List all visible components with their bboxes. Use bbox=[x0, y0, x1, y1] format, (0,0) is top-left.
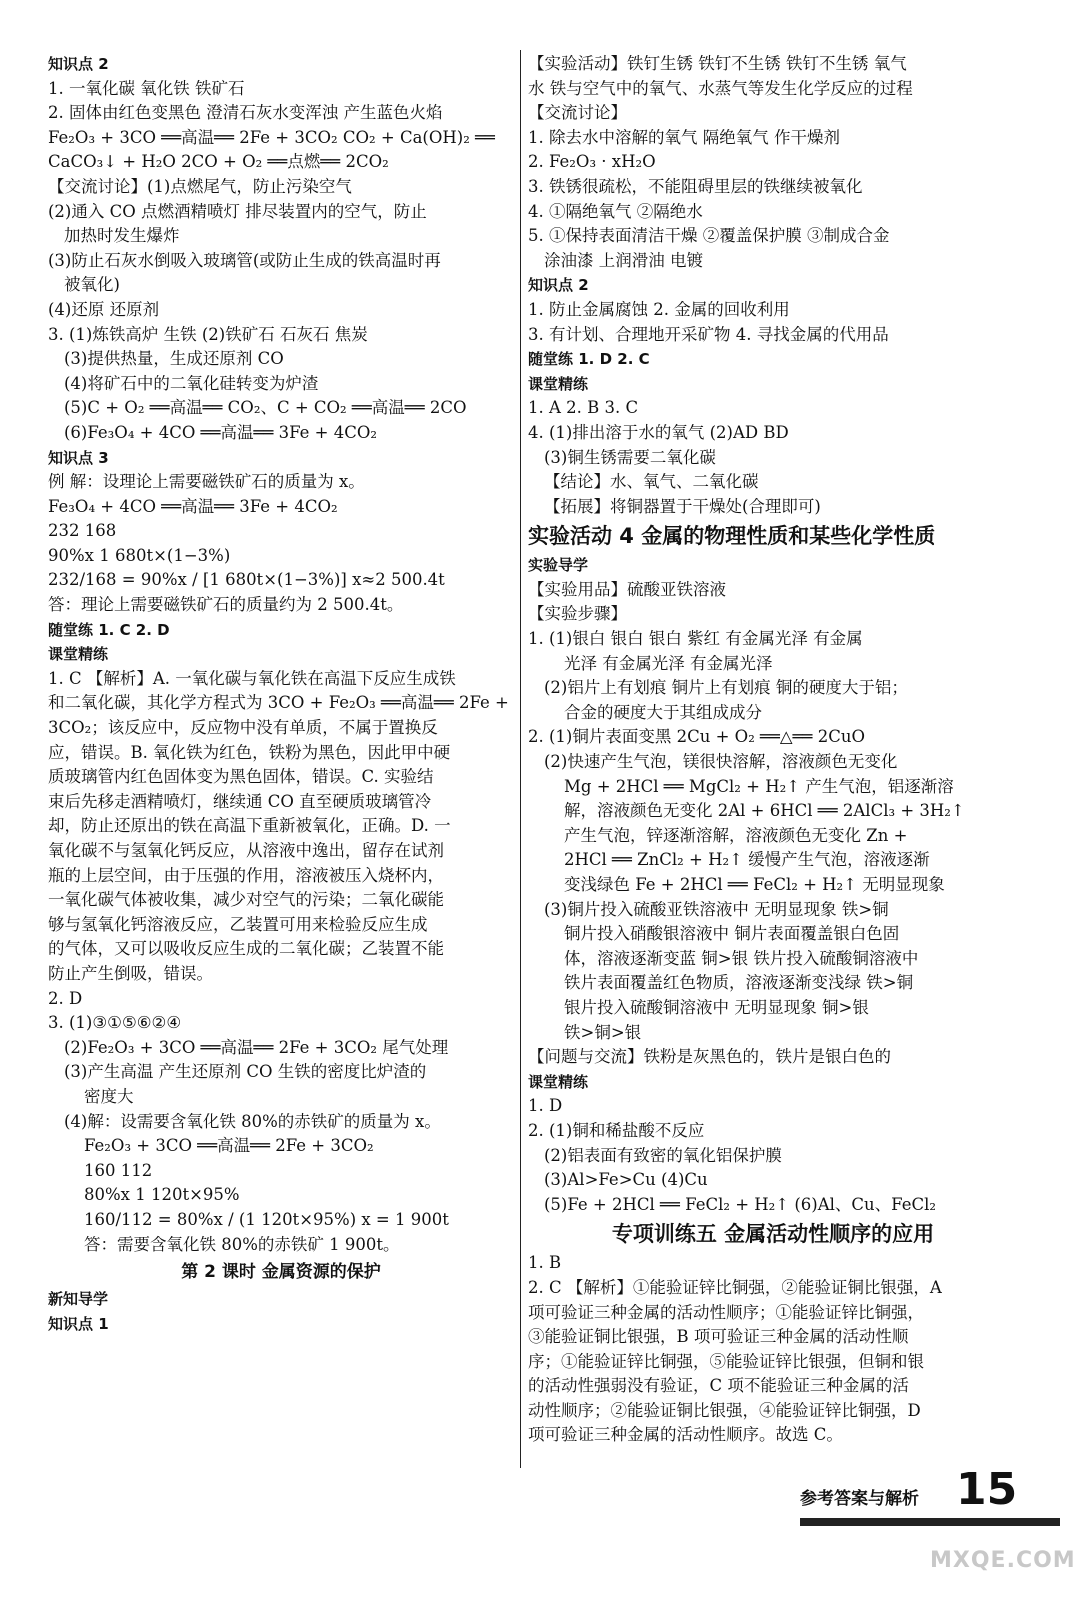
text-line: (4)还原 还原剂 bbox=[48, 299, 160, 319]
text-line: (2)快速产生气泡，镁很快溶解，溶液颜色无变化 bbox=[544, 752, 898, 772]
text-line: 被氧化) bbox=[64, 275, 120, 295]
text-line: Mg + 2HCl ══ MgCl₂ + H₂↑ 产生气泡，铝逐渐溶 bbox=[564, 776, 954, 796]
text-line: 【交流讨论】 bbox=[528, 103, 627, 123]
text-line: 1. 一氧化碳 氧化铁 铁矿石 bbox=[48, 78, 245, 98]
text-line: (3)防止石灰水倒吸入玻璃管(或防止生成的铁高温时再 bbox=[48, 250, 441, 270]
text-line: 答：理论上需要磁铁矿石的质量约为 2 500.4t。 bbox=[48, 595, 404, 615]
text-line: (4)将矿石中的二氧化硅转变为炉渣 bbox=[64, 373, 319, 393]
left-column bbox=[48, 52, 514, 1336]
text-line: 知识点 2 bbox=[48, 55, 109, 73]
text-line: 2. C 【解析】①能验证锌比铜强，②能验证铜比银强，A bbox=[528, 1277, 942, 1297]
text-line: 项可验证三种金属的活动性顺序；①能验证锌比铜强， bbox=[528, 1302, 924, 1322]
text-line: 【交流讨论】(1)点燃尾气，防止污染空气 bbox=[48, 176, 352, 196]
text-line: (5)Fe + 2HCl ══ FeCl₂ + H₂↑ (6)Al、Cu、FeCl₂ bbox=[544, 1194, 937, 1214]
right-answer-lines-3 bbox=[528, 1251, 1018, 1448]
text-line: 3CO₂；该反应中，反应物中没有单质，不属于置换反 bbox=[48, 718, 438, 738]
column-divider bbox=[520, 50, 521, 1468]
text-line: 变浅绿色 Fe + 2HCl ══ FeCl₂ + H₂↑ 无明显现象 bbox=[564, 875, 945, 894]
text-line: 却，防止还原出的铁在高温下重新被氧化，正确。D. 一 bbox=[48, 816, 451, 836]
text-line: 90%x 1 680t×(1−3%) bbox=[48, 545, 231, 565]
text-line: (3)Al>Fe>Cu (4)Cu bbox=[544, 1170, 708, 1190]
text-line: 1. C 【解析】A. 一氧化碳与氧化铁在高温下反应生成铁 bbox=[48, 668, 456, 688]
text-line: 1. A 2. B 3. C bbox=[528, 398, 639, 418]
text-line: Fe₂O₃ + 3CO ══高温══ 2Fe + 3CO₂ bbox=[84, 1136, 374, 1156]
text-line: 一氧化碳气体被收集，减少对空气的污染；二氧化碳能 bbox=[48, 890, 444, 910]
text-line: 3. 铁锈很疏松，不能阻碍里层的铁继续被氧化 bbox=[528, 176, 863, 196]
text-line: 束后先移走酒精喷灯，继续通 CO 直至硬质玻璃管冷 bbox=[48, 791, 432, 811]
text-line: (3)铜生锈需要二氧化碳 bbox=[544, 447, 716, 467]
text-line: 5. ①保持表面清洁干燥 ②覆盖保护膜 ③制成合金 bbox=[528, 226, 890, 246]
text-line: 2. Fe₂O₃ · xH₂O bbox=[528, 152, 656, 172]
text-line: 3. (1)炼铁高炉 生铁 (2)铁矿石 石灰石 焦炭 bbox=[48, 324, 368, 344]
text-line: (2)Fe₂O₃ + 3CO ══高温══ 2Fe + 3CO₂ 尾气处理 bbox=[64, 1037, 449, 1057]
text-line: 2HCl ══ ZnCl₂ + H₂↑ 缓慢产生气泡，溶液逐渐 bbox=[564, 850, 930, 870]
section-heading-training: 专项训练五 金属活动性顺序的应用 bbox=[611, 1222, 935, 1247]
text-line: 知识点 2 bbox=[528, 276, 589, 295]
text-line: 232/168 = 90%x / [1 680t×(1−3%)] x≈2 500.4t bbox=[48, 570, 445, 590]
text-line: (3)提供热量，生成还原剂 CO bbox=[64, 349, 284, 369]
text-line: ③能验证铜比银强，B 项可验证三种金属的活动性顺 bbox=[528, 1327, 909, 1347]
text-line: 【结论】水、氧气、二氧化碳 bbox=[544, 472, 759, 492]
text-line: (6)Fe₃O₄ + 4CO ══高温══ 3Fe + 4CO₂ bbox=[64, 422, 378, 442]
text-line: 1. 除去水中溶解的氧气 隔绝氧气 作干燥剂 bbox=[528, 127, 840, 147]
text-line: 160/112 = 80%x / (1 120t×95%) x = 1 900t bbox=[84, 1209, 449, 1229]
text-line: 2. 固体由红色变黑色 澄清石灰水变浑浊 产生蓝色火焰 bbox=[48, 103, 443, 123]
text-line: 1. 防止金属腐蚀 2. 金属的回收利用 bbox=[528, 299, 790, 319]
text-line: 体，溶液逐渐变蓝 铜>银 铁片投入硫酸铜溶液中 bbox=[564, 948, 919, 968]
text-line: 质玻璃管内红色固体变为黑色固体，错误。C. 实验结 bbox=[48, 767, 434, 787]
text-line: 银片投入硫酸铜溶液中 无明显现象 铜>银 bbox=[564, 997, 869, 1017]
text-line: 课堂精练 bbox=[528, 1072, 589, 1091]
text-line: 够与氢氧化钙溶液反应，乙装置可用来检验反应生成 bbox=[48, 914, 428, 934]
left-tail-lines bbox=[48, 1287, 514, 1336]
footer-label: 参考答案与解析 bbox=[800, 1489, 919, 1509]
text-line: (5)C + O₂ ══高温══ CO₂、C + CO₂ ══高温══ 2CO bbox=[64, 398, 467, 418]
text-line: 【问题与交流】铁粉是灰黑色的，铁片是银白色的 bbox=[528, 1047, 891, 1067]
text-line: 课堂精练 bbox=[48, 645, 109, 664]
text-line: CaCO₃↓ + H₂O 2CO + O₂ ══点燃══ 2CO₂ bbox=[48, 152, 389, 172]
right-answer-lines-2 bbox=[528, 553, 1018, 1217]
text-line: 瓶的上层空间，由于压强的作用，溶液被压入烧杯内， bbox=[48, 865, 444, 885]
text-line: 合金的硬度大于其组成成分 bbox=[564, 702, 762, 722]
page-number: 15 bbox=[956, 1464, 1018, 1515]
text-line: 应，错误。B. 氧化铁为红色，铁粉为黑色，因此甲中硬 bbox=[48, 742, 451, 762]
text-line: 动性顺序；②能验证铜比银强，④能验证锌比铜强，D bbox=[528, 1400, 921, 1420]
text-line: (2)铝片上有划痕 铜片上有划痕 铜的硬度大于铝； bbox=[544, 678, 908, 698]
text-line: 项可验证三种金属的活动性顺序。故选 C。 bbox=[528, 1425, 843, 1445]
text-line: 密度大 bbox=[84, 1086, 134, 1106]
text-line: 铁>铜>银 bbox=[564, 1022, 642, 1042]
footer-bar bbox=[800, 1518, 1060, 1526]
text-line: 1. (1)银白 银白 银白 紫红 有金属光泽 有金属 bbox=[528, 629, 863, 649]
text-line: 产生气泡，锌逐渐溶解，溶液颜色无变化 Zn + bbox=[564, 825, 908, 845]
text-line: (2)通入 CO 点燃酒精喷灯 排尽装置内的空气，防止 bbox=[48, 201, 427, 221]
text-line: 2. D bbox=[48, 988, 83, 1008]
text-line: 4. (1)排出溶于水的氧气 (2)AD BD bbox=[528, 422, 789, 442]
text-line: 1. D bbox=[528, 1096, 563, 1116]
text-line: 160 112 bbox=[84, 1160, 153, 1180]
right-column bbox=[528, 52, 1018, 1448]
text-line: (4)解：设需要含氧化铁 80%的赤铁矿的质量为 x。 bbox=[64, 1111, 441, 1131]
text-line: 1. B bbox=[528, 1253, 562, 1273]
page-footer bbox=[800, 1464, 1060, 1530]
right-answer-lines-1 bbox=[528, 52, 1018, 519]
text-line: 【拓展】将铜器置于干燥处(合理即可) bbox=[544, 496, 821, 516]
text-line: 80%x 1 120t×95% bbox=[84, 1185, 240, 1205]
text-line: 的活动性强弱没有验证，C 项不能验证三种金属的活 bbox=[528, 1376, 909, 1396]
text-line: 铜片投入硝酸银溶液中 铜片表面覆盖银白色固 bbox=[564, 924, 900, 944]
text-line: 知识点 1 bbox=[48, 1314, 109, 1333]
text-line: 答：需要含氧化铁 80%的赤铁矿 1 900t。 bbox=[84, 1234, 400, 1254]
text-line: 2. (1)铜片表面变黑 2Cu + O₂ ══△══ 2CuO bbox=[528, 727, 866, 747]
text-line: 2. (1)铜和稀盐酸不反应 bbox=[528, 1120, 705, 1140]
text-line: 光泽 有金属光泽 有金属光泽 bbox=[564, 653, 773, 673]
text-line: 序；①能验证锌比铜强，⑤能验证锌比银强，但铜和银 bbox=[528, 1351, 924, 1371]
text-line: 氧化碳不与氢氧化钙反应，从溶液中逸出，留存在试剂 bbox=[48, 841, 444, 860]
text-line: Fe₂O₃ + 3CO ══高温══ 2Fe + 3CO₂ CO₂ + Ca(OH)₂ ══ bbox=[48, 127, 495, 147]
text-line: 课堂精练 bbox=[528, 374, 589, 393]
text-line: 232 168 bbox=[48, 521, 117, 541]
text-line: 的气体，又可以吸收反应生成的二氧化碳；乙装置不能 bbox=[48, 939, 444, 959]
left-answer-lines bbox=[48, 52, 514, 1257]
text-line: 实验导学 bbox=[528, 556, 589, 575]
text-line: (3)产生高温 产生还原剂 CO 生铁的密度比炉渣的 bbox=[64, 1062, 427, 1082]
text-line: 4. ①隔绝氧气 ②隔绝水 bbox=[528, 201, 703, 221]
text-line: 3. 有计划、合理地开采矿物 4. 寻找金属的代用品 bbox=[528, 324, 889, 344]
text-line: (2)铝表面有致密的氧化铝保护膜 bbox=[544, 1145, 782, 1165]
text-line: 解，溶液颜色无变化 2Al + 6HCl ══ 2AlCl₃ + 3H₂↑ bbox=[564, 801, 965, 821]
lesson-subtitle: 第 2 课时 金属资源的保护 bbox=[181, 1262, 381, 1283]
text-line: Fe₃O₄ + 4CO ══高温══ 3Fe + 4CO₂ bbox=[48, 496, 338, 516]
text-line: 铁片表面覆盖红色物质，溶液逐渐变浅绿 铁>铜 bbox=[564, 973, 914, 993]
text-line: 随堂练 1. C 2. D bbox=[48, 620, 170, 639]
text-line: 防止产生倒吸，错误。 bbox=[48, 963, 213, 983]
text-line: 新知导学 bbox=[48, 1290, 109, 1309]
text-line: 3. (1)③①⑤⑥②④ bbox=[48, 1013, 182, 1033]
text-line: 【实验活动】铁钉生锈 铁钉不生锈 铁钉不生锈 氧气 bbox=[528, 54, 907, 73]
text-line: 知识点 3 bbox=[48, 448, 109, 467]
section-heading-experiment: 实验活动 4 金属的物理性质和某些化学性质 bbox=[528, 524, 936, 549]
text-line: 水 铁与空气中的氧气、水蒸气等发生化学反应的过程 bbox=[528, 78, 913, 98]
text-line: 加热时发生爆炸 bbox=[64, 226, 180, 246]
text-line: 随堂练 1. D 2. C bbox=[528, 350, 650, 369]
text-line: 和二氧化碳，其化学方程式为 3CO + Fe₂O₃ ══高温══ 2Fe + bbox=[48, 693, 509, 713]
text-line: 涂油漆 上润滑油 电镀 bbox=[544, 250, 703, 270]
text-line: (3)铜片投入硫酸亚铁溶液中 无明显现象 铁>铜 bbox=[544, 899, 889, 919]
watermark-logo: MXQE.COM bbox=[930, 1548, 1076, 1573]
text-line: 例 解：设理论上需要磁铁矿石的质量为 x。 bbox=[48, 472, 365, 492]
text-line: 【实验用品】硫酸亚铁溶液 bbox=[528, 579, 726, 599]
text-line: 【实验步骤】 bbox=[528, 604, 627, 624]
